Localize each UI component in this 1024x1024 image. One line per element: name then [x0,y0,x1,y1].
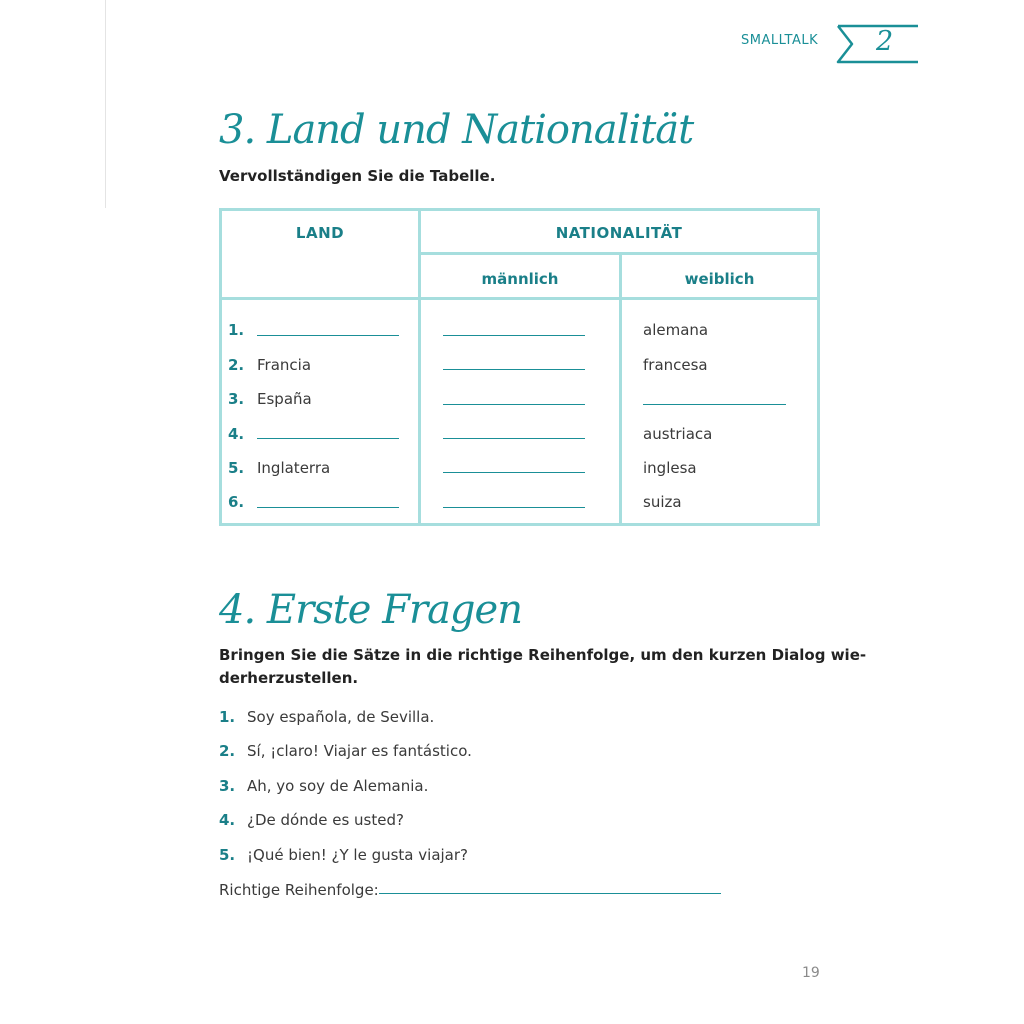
sentence-number: 2. [219,742,236,760]
maennlich-blank[interactable] [443,404,585,405]
land-blank[interactable] [257,507,399,508]
weiblich-cell: alemana [643,321,709,339]
table-border [219,208,222,526]
weiblich-cell: inglesa [643,459,697,477]
table-border [418,208,421,526]
table-border [219,297,820,300]
weiblich-cell: francesa [643,356,708,374]
maennlich-blank[interactable] [443,472,585,473]
sentence-number: 5. [219,846,236,864]
row-number: 1. [228,321,245,339]
header-maennlich: männlich [481,270,559,288]
sentence-number: 4. [219,811,236,829]
sentence-number: 1. [219,708,236,726]
header-nationalitaet: NATIONALITÄT [555,224,683,242]
maennlich-blank[interactable] [443,335,585,336]
row-number: 3. [228,390,245,408]
row-number: 2. [228,356,245,374]
margin-line [105,0,106,208]
land-blank[interactable] [257,335,399,336]
weiblich-cell: suiza [643,493,682,511]
nationality-table [219,208,820,526]
exercise4-title: 4. Erste Fragen [219,587,522,633]
answer-label: Richtige Reihenfolge: [219,881,379,899]
table-border [418,252,820,255]
maennlich-blank[interactable] [443,369,585,370]
sentence-text: Soy española, de Sevilla. [247,708,435,726]
sentence-number: 3. [219,777,236,795]
exercise4-instruction-line1: Bringen Sie die Sätze in die richtige Reihenfolge, um den kurzen Dialog wie- [219,646,867,664]
table-border [817,208,820,526]
answer-blank[interactable] [379,893,721,894]
table-border [619,253,622,526]
land-cell: Francia [257,356,312,374]
header-weiblich: weiblich [684,270,755,288]
section-label: SMALLTALK [741,33,819,48]
weiblich-cell: austriaca [643,425,713,443]
exercise4-instruction-line2: derherzustellen. [219,669,359,687]
land-cell: España [257,390,312,408]
land-blank[interactable] [257,438,399,439]
sentence-text: Sí, ¡claro! Viajar es fantástico. [247,742,472,760]
exercise3-title: 3. Land und Nationalität [219,107,694,153]
exercise3-instruction: Vervollständigen Sie die Tabelle. [219,167,496,185]
table-border [219,208,820,211]
sentence-text: ¿De dónde es usted? [247,811,404,829]
row-number: 4. [228,425,245,443]
chapter-number: 2 [876,26,894,57]
sentence-text: Ah, yo soy de Alemania. [247,777,429,795]
page-number: 19 [802,965,820,981]
row-number: 6. [228,493,245,511]
maennlich-blank[interactable] [443,438,585,439]
header-land: LAND [295,224,345,242]
weiblich-blank[interactable] [643,404,786,405]
land-cell: Inglaterra [257,459,331,477]
maennlich-blank[interactable] [443,507,585,508]
table-border [219,523,820,526]
sentence-text: ¡Qué bien! ¿Y le gusta viajar? [247,846,468,864]
row-number: 5. [228,459,245,477]
